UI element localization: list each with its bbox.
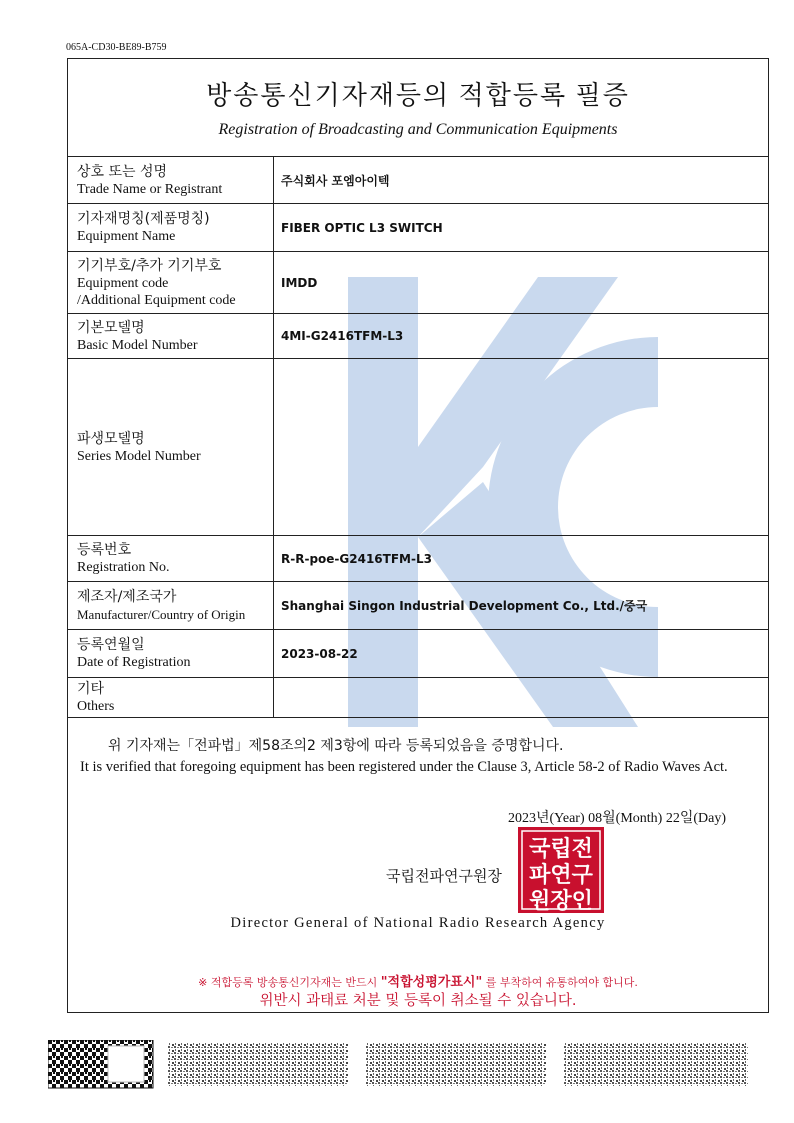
label-en: Manufacturer/Country of Origin	[77, 607, 246, 622]
label-ko: 상호 또는 성명	[77, 163, 168, 180]
label-ko: 등록번호	[77, 542, 132, 558]
value-series-model	[274, 359, 769, 536]
label-en: Others	[77, 699, 115, 714]
label-ko: 기본모델명	[77, 319, 145, 336]
value-registration-no: R-R-poe-G2416TFM-L3	[274, 536, 769, 582]
value-basic-model: 4MI-G2416TFM-L3	[274, 314, 769, 359]
label-ko: 기자재명칭(제품명칭)	[77, 211, 210, 227]
seal-line-3: 원장인	[529, 889, 593, 914]
verification-statement-ko: 위 기자재는「전파법」제58조의2 제3항에 따라 등록되었음을 증명합니다.	[108, 738, 564, 754]
value-date: 2023-08-22	[274, 630, 769, 678]
row-date	[68, 630, 768, 678]
conformity-mark-label: "적합성평가표시"	[380, 975, 483, 990]
certificate-subtitle: Registration of Broadcasting and Communication Equipments	[218, 121, 618, 138]
notice-line-2: 위반시 과태료 처분 및 등록이 취소될 수 있습니다.	[259, 993, 577, 1009]
label-en: Series Model Number	[77, 448, 201, 464]
value-manufacturer: Shanghai Singon Industrial Development Co., Ltd./중국	[274, 582, 769, 630]
row-trade-name	[68, 157, 768, 204]
notice-suffix: 를 부착하여 유통하여야 합니다.	[485, 976, 638, 989]
director-title-ko: 국립전파연구원장	[386, 867, 502, 885]
notice-line-1	[68, 971, 768, 990]
barcode-block-3	[366, 1042, 546, 1086]
row-others	[68, 678, 768, 718]
document-id: 065A-CD30-BE89-B759	[66, 42, 167, 53]
row-registration-no	[68, 536, 768, 582]
label-en: Basic Model Number	[77, 337, 198, 353]
seal-line-2: 파연구	[529, 863, 593, 888]
label-en: Equipment Name	[77, 229, 176, 244]
label-ko: 파생모델명	[77, 430, 145, 447]
row-basic-model	[68, 314, 768, 359]
label-ko: 등록연월일	[77, 637, 145, 653]
certificate-frame	[67, 58, 769, 1013]
value-others	[274, 678, 769, 718]
label-ko: 제조자/제조국가	[77, 589, 177, 605]
row-manufacturer	[68, 582, 768, 630]
label-en: Equipment code	[77, 275, 169, 291]
label-ko: 기타	[77, 681, 105, 697]
verification-statement-en: It is verified that foregoing equipment has been registered under the Clause 3, Article 58-2 of Radio Waves Act.	[80, 759, 728, 775]
official-seal-icon	[516, 825, 606, 915]
certificate-title: 방송통신기자재등의 적합등록 필증	[206, 81, 630, 110]
seal-line-1: 국립전	[529, 837, 593, 862]
barcode-block-2	[168, 1042, 348, 1086]
label-en: Trade Name or Registrant	[77, 181, 223, 197]
notice-prefix: ※ 적합등록 방송통신기자재는 반드시	[198, 976, 378, 989]
row-equipment-name	[68, 204, 768, 252]
director-title-en: Director General of National Radio Research Agency	[230, 915, 606, 931]
label-en: Registration No.	[77, 560, 170, 575]
label-en: /Additional Equipment code	[77, 292, 236, 308]
value-trade-name: 주식회사 포엠아이텍	[274, 157, 769, 204]
issue-date: 2023년(Year) 08월(Month) 22일(Day)	[507, 811, 726, 826]
label-en: Date of Registration	[77, 655, 191, 670]
value-equipment-code: IMDD	[274, 252, 769, 314]
label-ko: 기기부호/추가 기기부호	[77, 257, 222, 274]
row-equipment-code	[68, 252, 768, 314]
security-barcode-strip	[48, 1040, 748, 1090]
registration-table	[68, 156, 768, 718]
value-equipment-name: FIBER OPTIC L3 SWITCH	[274, 204, 769, 252]
barcode-block-4	[564, 1042, 748, 1086]
row-series-model	[68, 359, 768, 536]
